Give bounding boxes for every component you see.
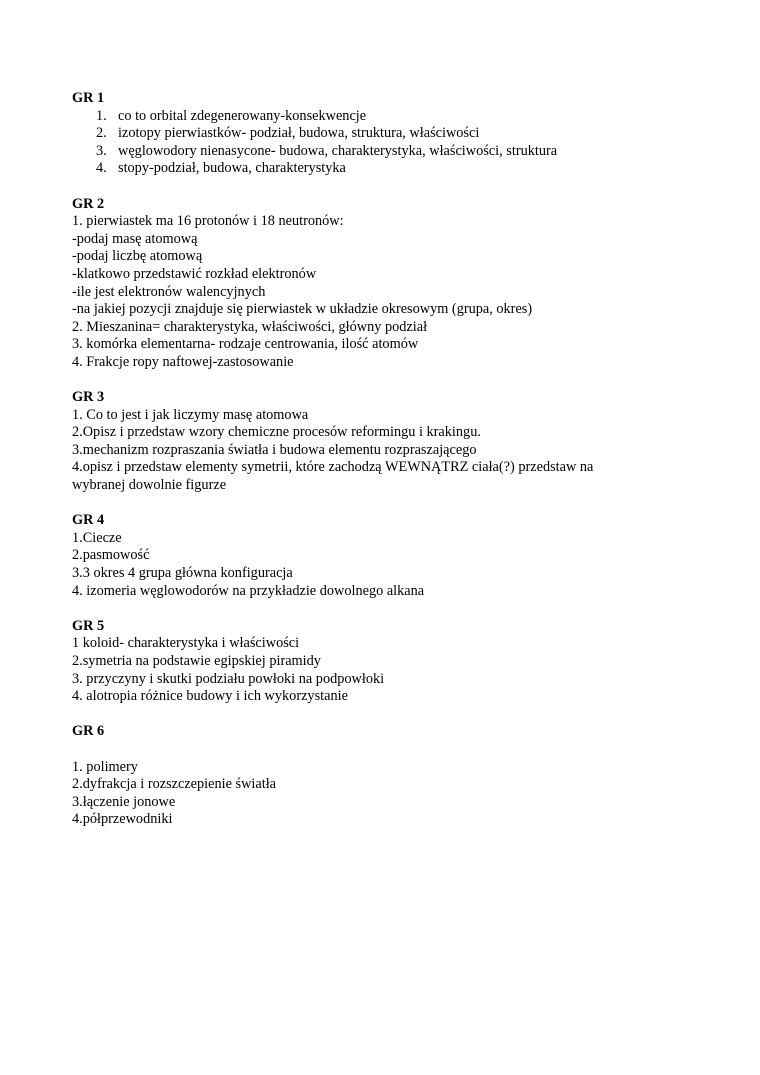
text-line: 1. pierwiastek ma 16 protonów i 18 neutronów:: [72, 213, 344, 230]
text-line: wybranej dowolnie figurze: [72, 477, 227, 494]
text-line: 2.pasmowość: [72, 547, 150, 564]
list-number: 1.: [96, 107, 107, 124]
group-title: GR 1: [72, 90, 105, 106]
text-line: 1.Ciecze: [72, 529, 122, 546]
text-line: 2. Mieszanina= charakterystyka, właściwości, główny podział: [72, 318, 428, 335]
group-6: [72, 723, 700, 829]
group-title: GR 3: [72, 389, 105, 406]
group-2: [72, 196, 700, 372]
text-line: 4. alotropia różnice budowy i ich wykorzystanie: [72, 688, 348, 705]
blank-line: [72, 741, 700, 759]
text-line: -podaj masę atomową: [72, 230, 198, 247]
group-title: GR 4: [72, 512, 105, 529]
group-title: GR 5: [72, 617, 105, 634]
text-line: 3. komórka elementarna- rodzaje centrowania, ilość atomów: [72, 336, 419, 353]
text-line: 3.mechanizm rozpraszania światła i budowa elementu rozpraszającego: [72, 441, 477, 458]
list-number: 3.: [96, 142, 107, 159]
group-5: [72, 618, 700, 706]
text-line: -podaj liczbę atomową: [72, 248, 203, 265]
question-list: [72, 108, 700, 178]
text-line: 2.Opisz i przedstaw wzory chemiczne procesów reformingu i krakingu.: [72, 424, 481, 441]
group-3: [72, 389, 700, 495]
list-text: izotopy pierwiastków- podział, budowa, struktura, właściwości: [118, 125, 480, 142]
list-text: węglowodory nienasycone- budowa, charakterystyka, właściwości, struktura: [118, 142, 558, 159]
group-4: [72, 512, 700, 600]
list-item: [72, 108, 700, 126]
group-title: GR 6: [72, 723, 105, 740]
text-line: 3. przyczyny i skutki podziału powłoki na podpowłoki: [72, 670, 385, 687]
list-text: co to orbital zdegenerowany-konsekwencje: [118, 107, 367, 124]
text-line: 4. Frakcje ropy naftowej-zastosowanie: [72, 353, 294, 370]
list-number: 4.: [96, 160, 107, 177]
text-line: -ile jest elektronów walencyjnych: [72, 283, 266, 300]
text-line: 2.dyfrakcja i rozszczepienie światła: [72, 776, 277, 793]
list-item: [72, 143, 700, 161]
text-line: 4.opisz i przedstaw elementy symetrii, które zachodzą WEWNĄTRZ ciała(?) przedstaw na: [72, 459, 594, 476]
text-line: -klatkowo przedstawić rozkład elektronów: [72, 265, 317, 282]
text-line: 2.symetria na podstawie egipskiej piramidy: [72, 653, 321, 669]
text-line: 1 koloid- charakterystyka i właściwości: [72, 635, 300, 652]
text-line: 3.łączenie jonowe: [72, 793, 176, 810]
list-number: 2.: [96, 125, 107, 142]
text-line: 1. Co to jest i jak liczymy masę atomowa: [72, 406, 309, 423]
text-line: -na jakiej pozycji znajduje się pierwiastek w układzie okresowym (grupa, okres): [72, 301, 533, 318]
group-1: [72, 90, 700, 178]
text-line: 3.3 okres 4 grupa główna konfiguracja: [72, 565, 293, 582]
text-line: 4. izomeria węglowodorów na przykładzie dowolnego alkana: [72, 582, 425, 599]
group-title: GR 2: [72, 195, 105, 212]
list-item: [72, 160, 700, 178]
list-text: stopy-podział, budowa, charakterystyka: [118, 160, 346, 177]
text-line: 4.półprzewodniki: [72, 811, 173, 828]
text-line: 1. polimery: [72, 758, 138, 775]
list-item: [72, 125, 700, 143]
